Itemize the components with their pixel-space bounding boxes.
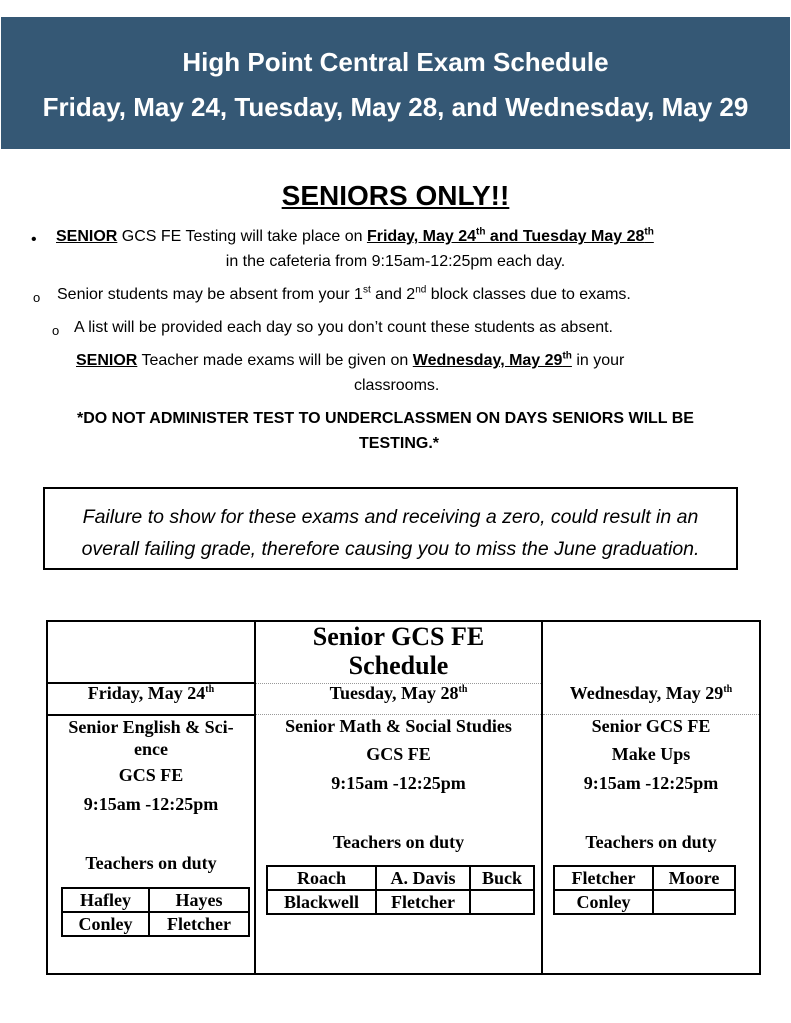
warning-line-2: overall failing grade, therefore causing you to miss the June graduation. bbox=[81, 538, 700, 560]
ordinal-suffix: th bbox=[205, 684, 215, 695]
row-divider bbox=[543, 714, 759, 715]
teacher-cell bbox=[653, 890, 735, 914]
teacher-cell: Fletcher bbox=[376, 890, 470, 914]
note-text: Teacher made exams will be given on bbox=[137, 352, 413, 369]
date-wednesday: Wednesday, May 29 bbox=[412, 352, 563, 369]
page-title: High Point Central Exam Schedule bbox=[182, 47, 609, 77]
note-absent-blocks bbox=[57, 286, 631, 304]
teacher-cell: Blackwell bbox=[267, 890, 376, 914]
table-row bbox=[62, 912, 249, 936]
table-row bbox=[62, 888, 249, 912]
teacher-cell: Moore bbox=[653, 866, 735, 890]
table-row bbox=[267, 890, 534, 914]
ordinal-suffix: th bbox=[644, 226, 654, 238]
date-tuesday: and Tuesday May 28 bbox=[485, 228, 645, 245]
friday-duty-label: Teachers on duty bbox=[85, 853, 217, 873]
warning-line-1: Failure to show for these exams and receiving a zero, could result in an bbox=[82, 506, 699, 528]
teacher-cell: Roach bbox=[267, 866, 376, 890]
row-divider bbox=[256, 714, 541, 715]
note-text: Senior students may be absent from your 1 bbox=[57, 286, 363, 303]
note-text: in your bbox=[571, 352, 625, 369]
day-header-tuesday bbox=[256, 683, 541, 704]
note-text: GCS FE Testing will take place on bbox=[117, 228, 367, 245]
note-teacher-exams bbox=[76, 352, 624, 370]
teacher-cell: Buck bbox=[470, 866, 534, 890]
schedule-title-line-1: Senior GCS FE bbox=[312, 622, 485, 651]
day-header-wednesday bbox=[543, 683, 759, 704]
friday-duty-table bbox=[61, 887, 250, 937]
schedule-title bbox=[256, 622, 541, 680]
table-row bbox=[554, 890, 735, 914]
wednesday-subject: Senior GCS FE bbox=[591, 716, 711, 736]
note-classrooms: classrooms. bbox=[354, 377, 440, 394]
note-senior-testing bbox=[56, 228, 654, 246]
note-location: in the cafeteria from 9:15am-12:25pm each day. bbox=[225, 253, 566, 270]
tuesday-time: 9:15am -12:25pm bbox=[331, 773, 466, 793]
exam-dates: Friday, May 24, Tuesday, May 28, and Wednesday, May 29 bbox=[42, 92, 749, 122]
senior-label: SENIOR bbox=[76, 352, 138, 369]
note-text: block classes due to exams. bbox=[426, 286, 631, 303]
friday-time: 9:15am -12:25pm bbox=[83, 794, 219, 814]
subject-line: ence bbox=[134, 739, 168, 759]
seniors-only-heading: SENIORS ONLY!! bbox=[281, 180, 510, 211]
ordinal-suffix: th bbox=[562, 350, 572, 362]
teacher-cell: Fletcher bbox=[149, 912, 249, 936]
teacher-cell: Conley bbox=[62, 912, 149, 936]
date-friday: Friday, May 24 bbox=[366, 228, 477, 245]
day-label: Wednesday, May 29 bbox=[569, 683, 724, 703]
day-header-friday bbox=[48, 683, 254, 704]
teacher-cell: A. Davis bbox=[376, 866, 470, 890]
warning-box bbox=[43, 487, 738, 570]
table-row bbox=[267, 866, 534, 890]
day-label: Friday, May 24 bbox=[87, 683, 206, 703]
friday-subject bbox=[48, 716, 254, 760]
ordinal-suffix: nd bbox=[415, 284, 427, 296]
schedule-table bbox=[46, 620, 761, 975]
schedule-title-line-2: Schedule bbox=[348, 651, 449, 680]
note-do-not-administer: *DO NOT ADMINISTER TEST TO UNDERCLASSMEN ON DAYS SENIORS WILL BE bbox=[77, 410, 694, 427]
teacher-cell: Conley bbox=[554, 890, 653, 914]
circle-bullet-icon: o bbox=[52, 323, 60, 338]
teacher-cell: Hafley bbox=[62, 888, 149, 912]
tuesday-duty-label: Teachers on duty bbox=[332, 832, 465, 852]
ordinal-suffix: th bbox=[458, 684, 468, 695]
bullet-icon: • bbox=[31, 231, 37, 248]
wednesday-duty-table bbox=[553, 865, 736, 915]
table-row bbox=[554, 866, 735, 890]
note-text: and 2 bbox=[370, 286, 416, 303]
wednesday-time: 9:15am -12:25pm bbox=[583, 773, 719, 793]
subject-line: Senior English & Sci- bbox=[68, 717, 234, 737]
header-banner bbox=[1, 17, 790, 149]
wednesday-makeup: Make Ups bbox=[611, 744, 691, 764]
wednesday-duty-label: Teachers on duty bbox=[585, 832, 717, 852]
circle-bullet-icon: o bbox=[33, 290, 41, 305]
senior-label: SENIOR bbox=[56, 228, 118, 245]
note-list-provided: A list will be provided each day so you don’t count these students as absent. bbox=[74, 319, 613, 336]
friday-gcs: GCS FE bbox=[118, 765, 184, 785]
column-divider bbox=[541, 622, 543, 973]
day-label: Tuesday, May 28 bbox=[329, 683, 459, 703]
ordinal-suffix: st bbox=[362, 284, 371, 296]
teacher-cell: Hayes bbox=[149, 888, 249, 912]
tuesday-gcs: GCS FE bbox=[366, 744, 431, 764]
note-testing: TESTING.* bbox=[359, 435, 440, 452]
teacher-cell bbox=[470, 890, 534, 914]
ordinal-suffix: th bbox=[723, 684, 733, 695]
ordinal-suffix: th bbox=[476, 226, 486, 238]
teacher-cell: Fletcher bbox=[554, 866, 653, 890]
tuesday-duty-table bbox=[266, 865, 535, 915]
tuesday-subject: Senior Math & Social Studies bbox=[285, 716, 512, 736]
